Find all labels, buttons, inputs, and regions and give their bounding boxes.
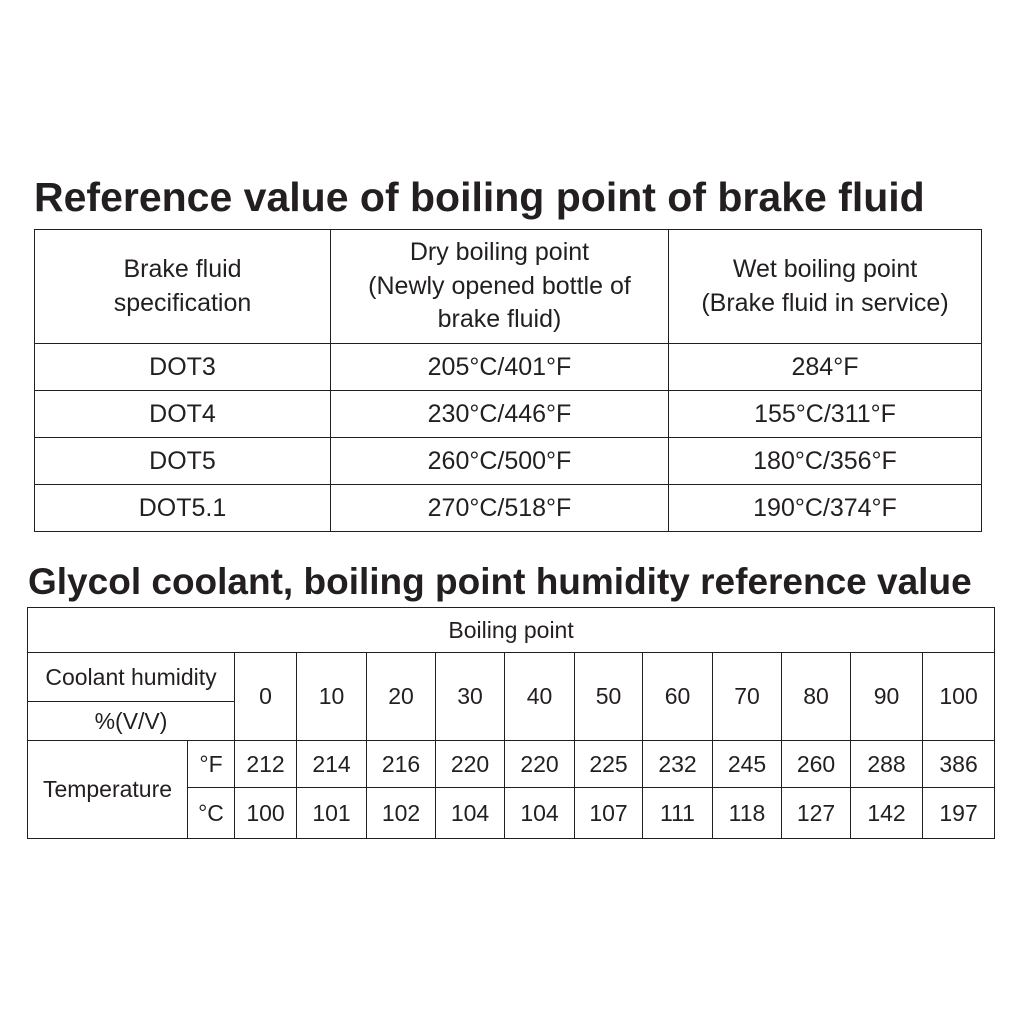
celsius-value: 127 <box>782 788 851 839</box>
coolant-table <box>27 607 995 839</box>
celsius-value: 107 <box>575 788 643 839</box>
boiling-point-header: Boiling point <box>28 608 995 653</box>
brake-fluid-table <box>34 229 982 532</box>
table-row <box>35 344 982 391</box>
table-row <box>35 391 982 438</box>
brake-header-row <box>35 230 982 344</box>
dry-cell: 260°C/500°F <box>331 438 669 485</box>
header-wet-line: Wet boiling point <box>732 254 918 283</box>
humidity-value: 10 <box>297 653 367 741</box>
celsius-value: 197 <box>923 788 995 839</box>
spec-cell: DOT4 <box>35 391 331 438</box>
fahrenheit-value: 260 <box>782 741 851 788</box>
spec-cell: DOT3 <box>35 344 331 391</box>
celsius-value: 104 <box>505 788 575 839</box>
humidity-row <box>28 653 995 702</box>
celsius-value: 100 <box>235 788 297 839</box>
humidity-value: 100 <box>923 653 995 741</box>
dry-cell: 230°C/446°F <box>331 391 669 438</box>
fahrenheit-value: 220 <box>505 741 575 788</box>
humidity-value: 80 <box>782 653 851 741</box>
table-row <box>35 438 982 485</box>
dry-cell: 270°C/518°F <box>331 485 669 532</box>
celsius-value: 118 <box>713 788 782 839</box>
wet-cell: 284°F <box>669 344 982 391</box>
humidity-value: 20 <box>367 653 436 741</box>
celsius-value: 111 <box>643 788 713 839</box>
fahrenheit-value: 232 <box>643 741 713 788</box>
humidity-value: 30 <box>436 653 505 741</box>
humidity-value: 60 <box>643 653 713 741</box>
celsius-value: 102 <box>367 788 436 839</box>
spec-cell: DOT5 <box>35 438 331 485</box>
header-dry-boiling-point <box>331 230 669 344</box>
header-spec-line: specification <box>113 288 252 317</box>
header-wet-boiling-point <box>669 230 982 344</box>
header-spec-line: Brake fluid <box>123 254 242 283</box>
unit-celsius: °C <box>188 788 235 839</box>
celsius-value: 104 <box>436 788 505 839</box>
celsius-value: 101 <box>297 788 367 839</box>
fahrenheit-value: 225 <box>575 741 643 788</box>
humidity-value: 70 <box>713 653 782 741</box>
coolant-humidity-label: Coolant humidity <box>28 653 235 702</box>
wet-cell: 180°C/356°F <box>669 438 982 485</box>
fahrenheit-value: 288 <box>851 741 923 788</box>
coolant-title: Glycol coolant, boiling point humidity reference value <box>28 561 972 602</box>
boiling-point-header-row <box>28 608 995 653</box>
unit-fahrenheit: °F <box>188 741 235 788</box>
header-dry-line: (Newly opened bottle of <box>368 271 631 300</box>
header-wet-line: (Brake fluid in service) <box>701 288 949 317</box>
header-dry-line: Dry boiling point <box>409 237 590 266</box>
fahrenheit-value: 214 <box>297 741 367 788</box>
table-row <box>35 485 982 532</box>
fahrenheit-value: 245 <box>713 741 782 788</box>
dry-cell: 205°C/401°F <box>331 344 669 391</box>
wet-cell: 190°C/374°F <box>669 485 982 532</box>
humidity-value: 50 <box>575 653 643 741</box>
humidity-value: 90 <box>851 653 923 741</box>
fahrenheit-row <box>28 741 995 788</box>
header-dry-line: brake fluid) <box>437 305 562 334</box>
humidity-unit-label: %(V/V) <box>28 702 235 741</box>
fahrenheit-value: 220 <box>436 741 505 788</box>
spec-cell: DOT5.1 <box>35 485 331 532</box>
humidity-value: 0 <box>235 653 297 741</box>
wet-cell: 155°C/311°F <box>669 391 982 438</box>
fahrenheit-value: 216 <box>367 741 436 788</box>
celsius-value: 142 <box>851 788 923 839</box>
temperature-label: Temperature <box>28 741 188 839</box>
fahrenheit-value: 386 <box>923 741 995 788</box>
header-spec <box>35 230 331 344</box>
brake-fluid-title: Reference value of boiling point of brake fluid <box>34 174 925 220</box>
humidity-value: 40 <box>505 653 575 741</box>
fahrenheit-value: 212 <box>235 741 297 788</box>
